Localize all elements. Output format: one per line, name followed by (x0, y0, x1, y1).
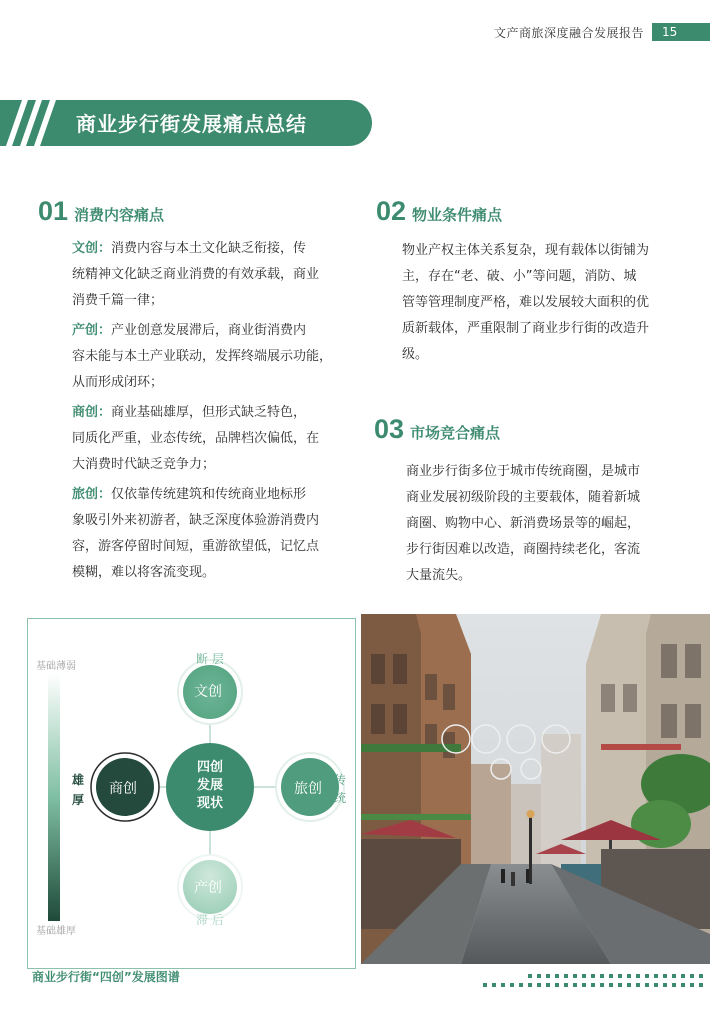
center-line: 发展 (196, 778, 223, 793)
item-label: 产创： (72, 323, 112, 338)
pain-point-01-item-wenchuang (72, 236, 332, 314)
body-line: 级。 (402, 347, 429, 362)
street-scene-image (361, 614, 710, 964)
node-label-bottom: 产创 (194, 880, 222, 896)
item-line: 容，游客停留时间短，重游欲望低，记忆点 (72, 539, 320, 554)
item-line: 消费内容与本土文化缺乏衔接，传 (111, 241, 307, 256)
banner-stripes-icon (0, 100, 70, 146)
body-line: 管等管理制度严格，难以发展较大面积的优 (402, 295, 650, 310)
diagram-caption: 商业步行街“四创”发展图谱 (32, 970, 180, 984)
center-line: 现状 (196, 796, 223, 811)
decorative-dots (483, 974, 710, 990)
item-line: 统精神文化缺乏商业消费的有效承载，商业 (72, 267, 320, 282)
pain-point-01-item-lvchuang (72, 482, 332, 586)
pain-point-03-body (406, 459, 666, 589)
outer-label-right-1: 传 (334, 773, 347, 787)
four-innovation-diagram (27, 618, 356, 969)
center-line: 四创 (196, 760, 223, 775)
scale-bottom-label: 基础雄厚 (36, 926, 76, 937)
item-line: 模糊，难以将客流变现。 (72, 565, 216, 580)
pain-point-number: 01 (38, 196, 69, 226)
item-line: 产业创意发展滞后，商业街消费内 (111, 323, 307, 338)
item-line: 容未能与本土产业联动，发挥终端展示功能， (72, 349, 333, 364)
body-line: 质新载体，严重限制了商业步行街的改造升 (402, 321, 650, 336)
body-line: 商业发展初级阶段的主要载体，随着新城 (406, 490, 641, 505)
center-label (182, 759, 238, 813)
pain-point-03-heading (374, 414, 500, 445)
outer-label-left-2: 厚 (72, 793, 85, 807)
scale-bar (48, 673, 60, 921)
node-label-left: 商创 (109, 781, 137, 797)
item-label: 商创： (72, 405, 112, 420)
item-line: 消费千篇一律； (72, 293, 164, 308)
pain-point-02-heading (376, 196, 502, 227)
body-line: 商业步行街多位于城市传统商圈，是城市 (406, 464, 641, 479)
pain-point-01-heading (38, 196, 164, 227)
pain-point-01-item-shangchuang (72, 400, 332, 478)
scale-top-label: 基础薄弱 (36, 661, 76, 672)
street-photo (361, 614, 710, 964)
outer-label-right-2: 统 (334, 791, 347, 805)
item-line: 象吸引外来初游者，缺乏深度体验游消费内 (72, 513, 320, 528)
body-line: 主，存在“老、破、小”等问题，消防、城 (402, 269, 637, 284)
report-header (494, 22, 710, 42)
pain-point-number: 02 (376, 196, 407, 226)
item-line: 仅依靠传统建筑和传统商业地标形 (111, 487, 307, 502)
pain-point-title: 消费内容痛点 (74, 206, 165, 224)
pain-point-01-item-chanchuang (72, 318, 332, 396)
body-line: 商圈、购物中心、新消费场景等的崛起， (406, 516, 641, 531)
pain-point-title: 市场竞合痛点 (410, 424, 501, 442)
body-line: 步行街因难以改造，商圈持续老化，客流 (406, 542, 641, 557)
body-line: 物业产权主体关系复杂，现有载体以街铺为 (402, 243, 650, 258)
item-line: 同质化严重，业态传统，品牌档次偏低，在 (72, 431, 320, 446)
outer-label-top: 断 层 (196, 652, 224, 666)
pain-point-02-body (402, 238, 664, 368)
item-label: 旅创： (72, 487, 112, 502)
item-line: 商业基础雄厚，但形式缺乏特色， (111, 405, 307, 420)
item-label: 文创： (72, 241, 112, 256)
report-title: 文产商旅深度融合发展报告 (493, 25, 644, 40)
node-label-top: 文创 (194, 684, 222, 700)
pain-point-number: 03 (374, 414, 405, 444)
item-line: 从而形成闭环； (72, 375, 164, 390)
outer-label-left-1: 雄 (72, 773, 85, 787)
page-number: 15 (652, 23, 710, 41)
node-label-right: 旅创 (294, 781, 322, 797)
outer-label-bottom: 滞 后 (196, 913, 224, 927)
item-line: 大消费时代缺乏竞争力； (72, 457, 216, 472)
body-line: 大量流失。 (406, 568, 472, 583)
section-title: 商业步行街发展痛点总结 (76, 112, 307, 136)
pain-point-title: 物业条件痛点 (412, 206, 503, 224)
